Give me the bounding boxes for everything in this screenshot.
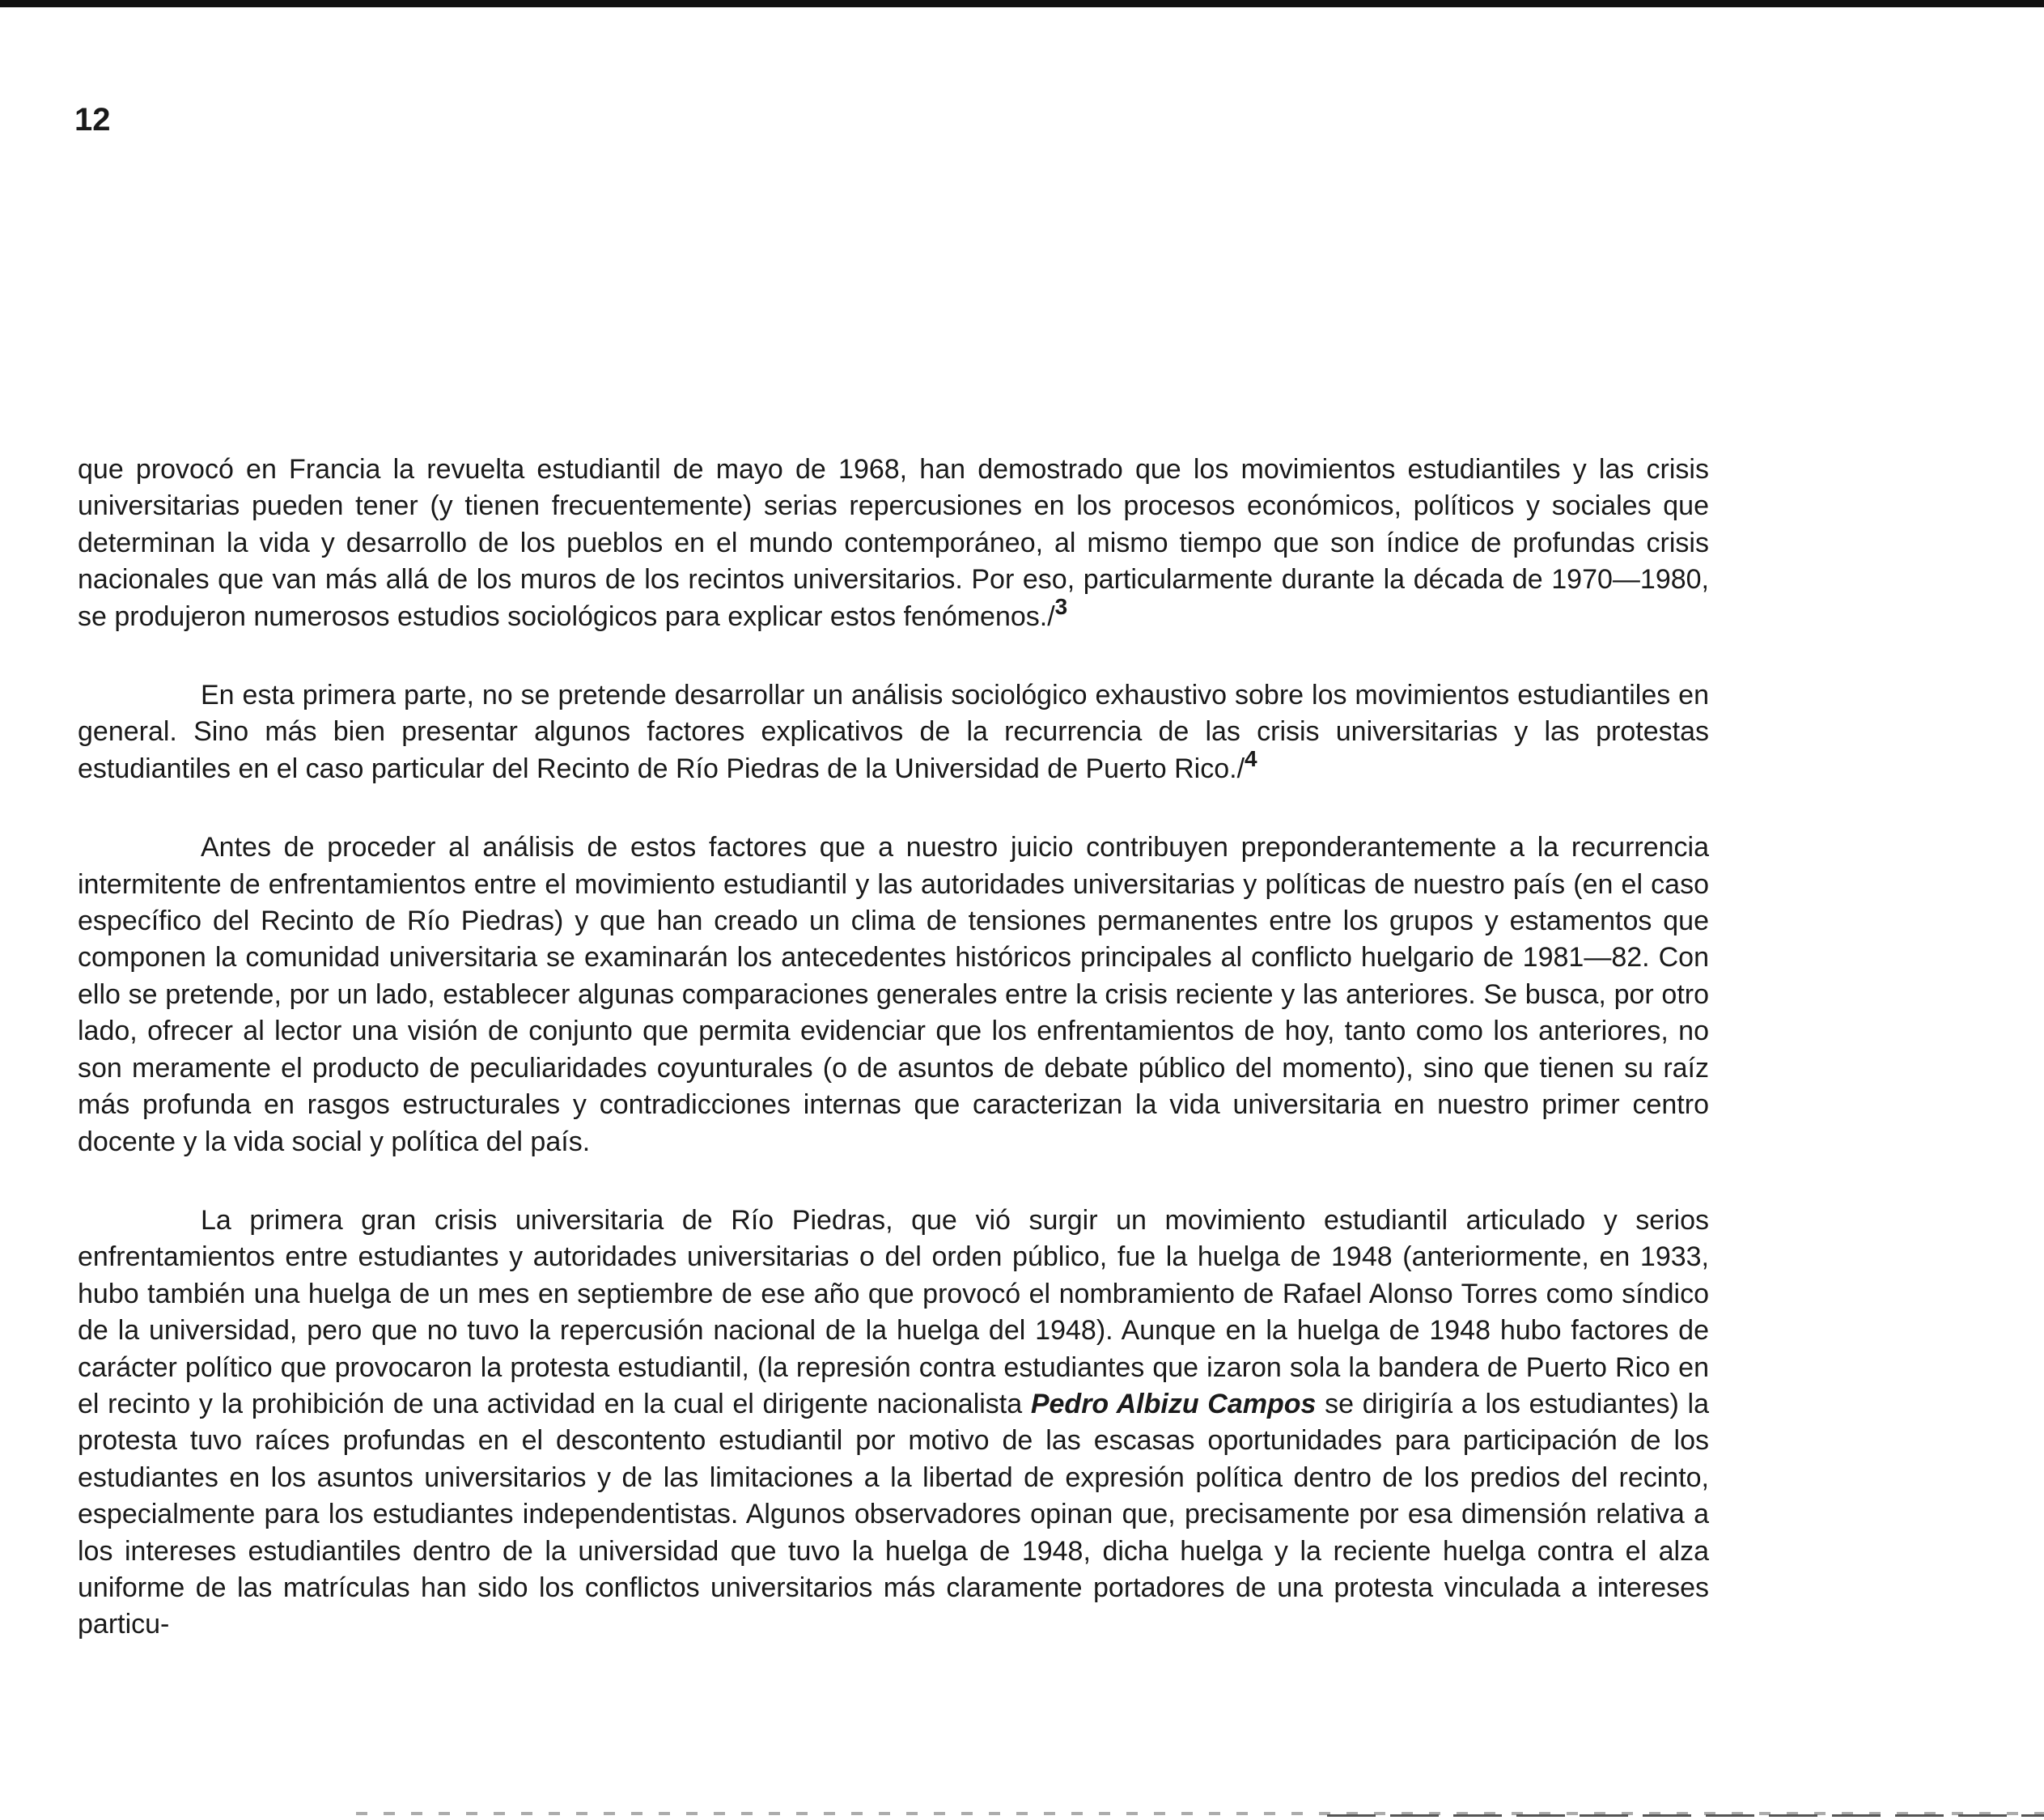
bottom-rule xyxy=(1327,1814,2044,1817)
footnote-ref-3: 3 xyxy=(1054,593,1068,619)
paragraph-4 xyxy=(78,1203,1709,1644)
paragraph-4-text-after: se dirigiría a los estudiantes) la protesta tuvo raíces profundas en el descontento estudiantil por motivo de las escasas oportunidades para participación de los estudiantes en los asuntos universitarios y de las limitaciones a la libertad de expresión política dentro de los predios del recinto, especialmente para los estudiantes independentistas. Algunos observadores opinan que, precisamente por esa dimensión relativa a los intereses estudiantiles dentro de la universidad que tuvo la huelga de 1948, dicha huelga y la reciente huelga contra el alza uniforme de las matrículas han sido los conflictos universitarios más claramente portadores de una protesta vinculada a intereses particu- xyxy=(78,1388,1709,1640)
paragraph-3 xyxy=(78,829,1709,1160)
paragraph-3-text: Antes de proceder al análisis de estos factores que a nuestro juicio contribuyen preponderantemente a la recurrencia intermitente de enfrentamientos entre el movimiento estudiantil y las autoridades universitarias y políticas de nuestro país (en el caso específico del Recinto de Río Piedras) y que han creado un clima de tensiones permanentes entre los grupos y estamentos que componen la comunidad universitaria se examinarán los antecedentes históricos principales al conflicto huelgario de 1981—82. Con ello se pretende, por un lado, establecer algunas comparaciones generales entre la crisis reciente y las anteriores. Se busca, por otro lado, ofrecer al lector una visión de conjunto que permita evidenciar que los enfrentamientos de hoy, tanto como los anteriores, no son meramente el producto de peculiaridades coyunturales (o de asuntos de debate público del momento), sino que tienen su raíz más profunda en rasgos estructurales y contradicciones internas que caracterizan la vida universitaria en nuestro primer centro docente y la vida social y política del país. xyxy=(78,832,1709,1157)
paragraph-1 xyxy=(78,452,1709,635)
paragraph-1-text: que provocó en Francia la revuelta estudiantil de mayo de 1968, han demostrado que los movimientos estudiantiles y las crisis universitarias pueden tener (y tienen frecuentemente) serias repercusiones en los procesos económicos, políticos y sociales que determinan la vida y desarrollo de los pueblos en el mundo contemporáneo, al mismo tiempo que son índice de profundas crisis nacionales que van más allá de los muros de los recintos universitarios. Por eso, particularmente durante la década de 1970—1980, se produjeron numerosos estudios sociológicos para explicar estos fenómenos./ xyxy=(78,454,1709,632)
page-number: 12 xyxy=(74,102,111,138)
paragraph-4-text-before: La primera gran crisis universitaria de Río Piedras, que vió surgir un movimiento estudiantil articulado y serios enfrentamientos entre estudiantes y autoridades universitarias o del orden público, fue la huelga de 1948 (anteriormente, en 1933, hubo también una huelga de un mes en septiembre de ese año que provocó el nombramiento de Rafael Alonso Torres como síndico de la universidad, pero que no tuvo la repercusión nacional de la huelga del 1948). Aunque en la huelga de 1948 hubo factores de carácter político que provocaron la protesta estudiantil, (la represión contra estudiantes que izaron sola la bandera de Puerto Rico en el recinto y la prohibición de una actividad en la cual el dirigente nacionalista xyxy=(78,1204,1709,1419)
italic-name: Pedro Albizu Campos xyxy=(1030,1388,1317,1419)
paragraph-2-text: En esta primera parte, no se pretende desarrollar un análisis sociológico exhaustivo sobre los movimientos estudiantiles en general. Sino más bien presentar algunos factores explicativos de la recurrencia de las crisis universitarias y las protestas estudiantiles en el caso particular del Recinto de Río Piedras de la Universidad de Puerto Rico./ xyxy=(78,680,1709,784)
paragraph-2 xyxy=(78,677,1709,787)
body-text xyxy=(78,452,1709,1686)
footnote-ref-4: 4 xyxy=(1245,745,1257,771)
top-rule xyxy=(0,0,2044,7)
